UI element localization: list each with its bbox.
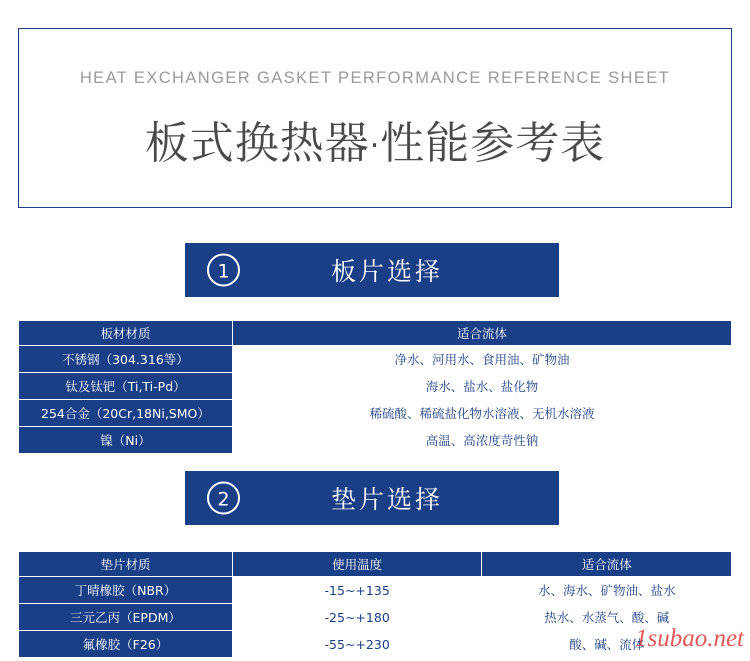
table2-row2-fluid: 酸、碱、流体 <box>482 631 732 658</box>
table1-row2-material: 254合金（20Cr,18Ni,SMO） <box>19 400 233 427</box>
table1-row0-material: 不锈钢（304.316等） <box>19 346 233 373</box>
table1-header-fluid: 适合流体 <box>232 321 731 346</box>
section-title-2: 垫片选择 <box>330 485 443 514</box>
table-row <box>19 631 732 658</box>
table-row <box>19 400 732 427</box>
table2-header-material: 垫片材质 <box>19 552 233 577</box>
table-row <box>19 346 732 373</box>
table-row <box>19 577 732 604</box>
header-banner <box>18 28 732 208</box>
gasket-selection-table <box>18 551 732 658</box>
banner-title-separator: · <box>369 128 381 164</box>
table1-row3-material: 镍（Ni） <box>19 427 233 454</box>
plate-selection-table <box>18 320 732 454</box>
table2-row1-material: 三元乙丙（EPDM） <box>19 604 233 631</box>
section-header-1 <box>185 243 559 297</box>
table1-row2-fluid: 稀硫酸、稀硫盐化物水溶液、无机水溶液 <box>232 400 731 427</box>
table2-row2-temperature: -55~+230 <box>232 631 482 658</box>
section-number-2: 2 <box>207 482 240 515</box>
section-number-1: 1 <box>207 254 240 287</box>
table2-row0-fluid: 水、海水、矿物油、盐水 <box>482 577 732 604</box>
banner-chinese-title-right: 性能参考表 <box>380 118 606 169</box>
table2-row2-material: 氟橡胶（F26） <box>19 631 233 658</box>
banner-english-title: HEAT EXCHANGER GASKET PERFORMANCE REFERENCE SHEET <box>79 69 671 87</box>
table2-row0-temperature: -15~+135 <box>232 577 482 604</box>
table-header-row <box>19 552 732 577</box>
table1-row0-fluid: 净水、河用水、食用油、矿物油 <box>232 346 731 373</box>
table2-header-fluid: 适合流体 <box>482 552 732 577</box>
table2-row1-fluid: 热水、水蒸气、酸、碱 <box>482 604 732 631</box>
table1-row1-material: 钛及钛钯（Ti,Ti-Pd） <box>19 373 233 400</box>
table-row <box>19 373 732 400</box>
table2-row0-material: 丁晴橡胶（NBR） <box>19 577 233 604</box>
section-title-1: 板片选择 <box>330 257 443 286</box>
table1-header-material: 板材材质 <box>19 321 233 346</box>
table-row <box>19 427 732 454</box>
banner-chinese-title-left: 板式换热器 <box>144 118 370 169</box>
watermark: 1subao.net <box>634 625 744 652</box>
section-header-2 <box>185 471 559 525</box>
table2-row1-temperature: -25~+180 <box>232 604 482 631</box>
table1-row3-fluid: 高温、高浓度苛性钠 <box>232 427 731 454</box>
banner-chinese-title <box>19 107 731 171</box>
table-row <box>19 604 732 631</box>
table-header-row <box>19 321 732 346</box>
table1-row1-fluid: 海水、盐水、盐化物 <box>232 373 731 400</box>
table2-header-temperature: 使用温度 <box>232 552 482 577</box>
